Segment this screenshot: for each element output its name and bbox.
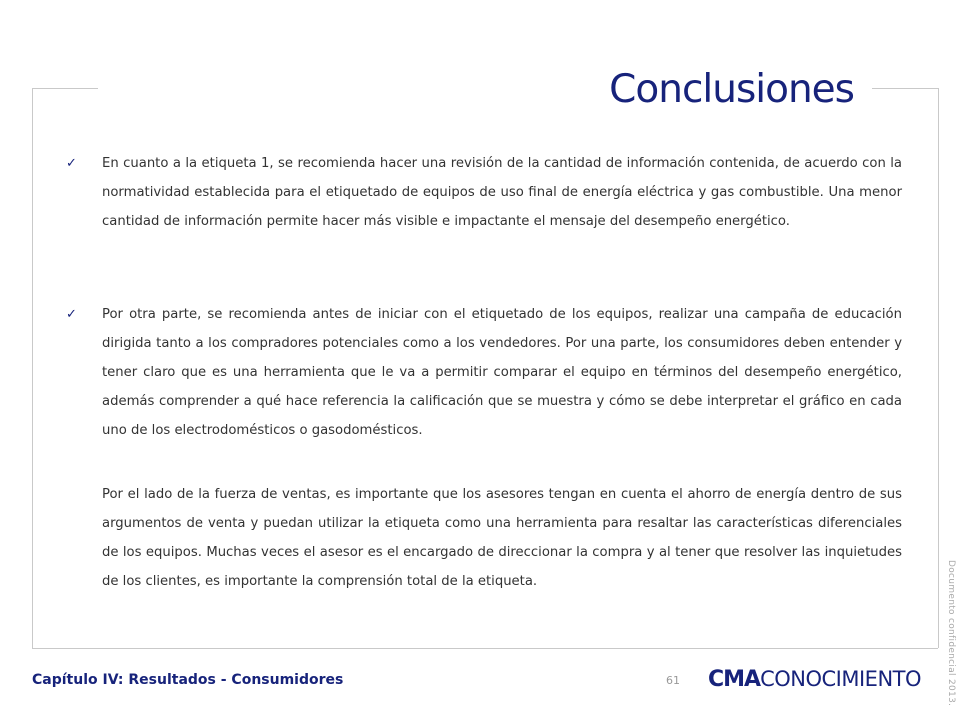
checkmark-icon: ✓ — [66, 307, 77, 322]
bullet-item — [66, 300, 906, 445]
logo-rest: CONOCIMIENTO — [760, 667, 922, 691]
frame-top-left-line — [32, 88, 98, 89]
frame-right-line — [938, 88, 939, 648]
bullet-item — [66, 149, 906, 236]
frame-top-right-line — [872, 88, 938, 89]
bullet-text: En cuanto a la etiqueta 1, se recomienda hacer una revisión de la cantidad de información contenida, de acuerdo con la normatividad establecida para el etiquetado de equipos de uso final de energía eléctrica y gas combustible. Una menor cantidad de información permite hacer más visible e impactante el mensaje del desempeño energético. — [102, 156, 902, 229]
bullet-text: Por otra parte, se recomienda antes de iniciar con el etiquetado de los equipos, realizar una campaña de educación dirigida tanto a los compradores potenciales como a los vendedores. Por una parte, los consumidores deben entender y tener claro que es una herramienta que le va a permitir comparar el equipo en términos del desempeño energético, además comprender a qué hace referencia la calificación que se muestra y cómo se debe interpretar el gráfico en cada uno de los electrodomésticos o gasodomésticos. — [102, 307, 902, 438]
company-logo — [708, 664, 921, 695]
frame-bottom-line — [32, 648, 938, 649]
paragraph-block — [66, 480, 906, 596]
chapter-label: Capítulo IV: Resultados - Consumidores — [32, 672, 344, 688]
frame-left-line — [32, 88, 33, 648]
logo-strong: CMA — [708, 667, 761, 692]
paragraph-text: Por el lado de la fuerza de ventas, es importante que los asesores tengan en cuenta el ahorro de energía dentro de sus argumentos de venta y puedan utilizar la etiqueta como una herramienta para resaltar las características diferenciales de los equipos. Muchas veces el asesor es el encargado de direccionar la compra y al tener que resolver las inquietudes de los clientes, es importante la comprensión total de la etiqueta. — [102, 487, 902, 589]
checkmark-icon: ✓ — [66, 156, 77, 171]
confidential-note: Documento confidencial 2013. — [946, 560, 956, 707]
page-number: 61 — [666, 674, 680, 687]
page-title: Conclusiones — [601, 64, 862, 116]
